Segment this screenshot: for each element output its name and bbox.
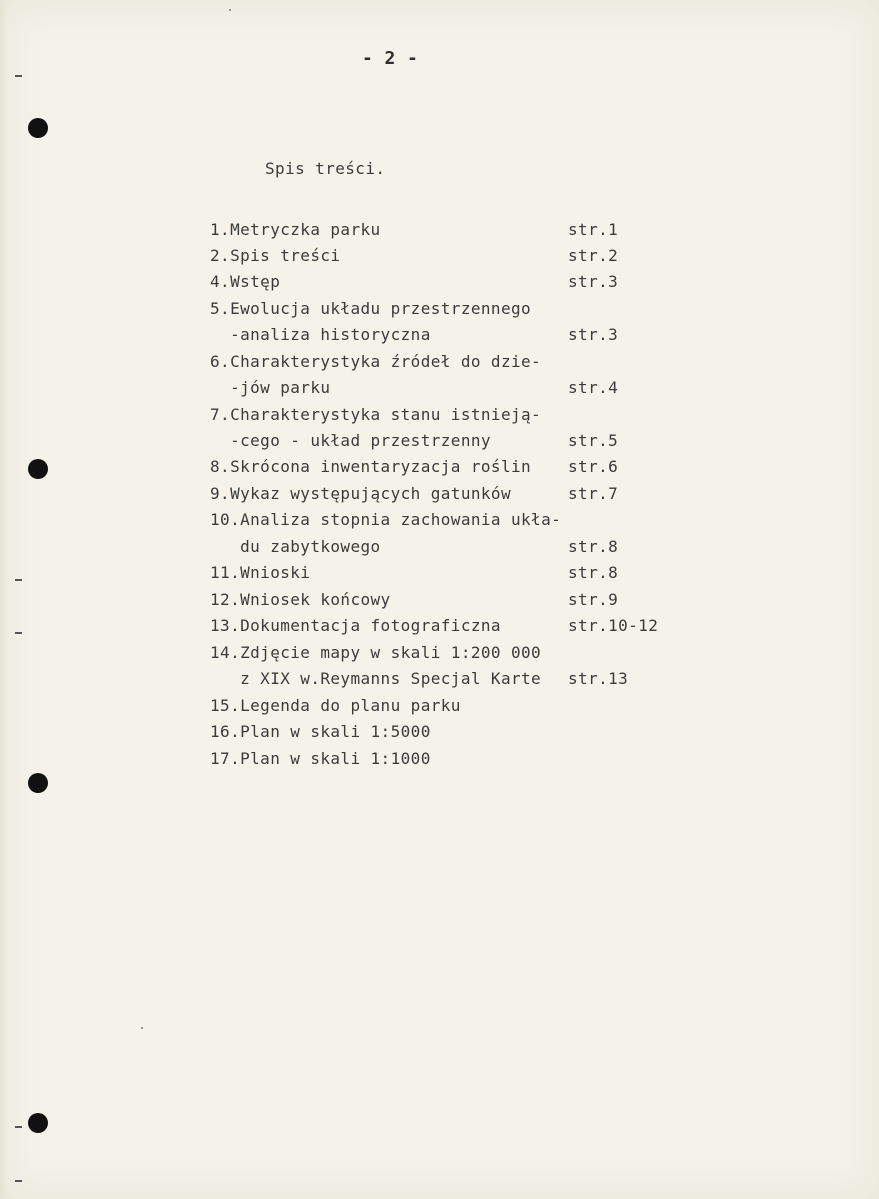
toc-entry-title: 5.Ewolucja układu przestrzennego <box>210 299 532 318</box>
toc-entry <box>210 483 619 505</box>
toc-entry-title: 17.Plan w skali 1:1000 <box>210 749 431 768</box>
toc-entry-title: 9.Wykaz występujących gatunków <box>210 484 511 503</box>
toc-entry <box>210 298 532 320</box>
toc-entry <box>210 430 619 452</box>
toc-entry-page: str.5 <box>568 431 619 450</box>
toc-entry <box>210 615 659 637</box>
toc-entry <box>210 695 461 717</box>
page-number: - 2 - <box>362 48 419 69</box>
toc-entry-title: 13.Dokumentacja fotograficzna <box>210 616 501 635</box>
toc-entry-page: str.7 <box>568 484 619 503</box>
toc-entry <box>210 562 619 584</box>
toc-entry-title: du zabytkowego <box>210 537 381 556</box>
toc-entry-title: 6.Charakterystyka źródeł do dzie- <box>210 352 542 371</box>
toc-entry-title: 16.Plan w skali 1:5000 <box>210 722 431 741</box>
toc-entry-page: str.9 <box>568 590 619 609</box>
toc-entry-title: 8.Skrócona inwentaryzacja roślin <box>210 457 532 476</box>
toc-entry <box>210 721 431 743</box>
toc-entry-title: 1.Metryczka parku <box>210 220 381 239</box>
toc-entry-title: -jów parku <box>210 378 331 397</box>
toc-entry-title: 2.Spis treści <box>210 246 341 265</box>
toc-entry-title: z XIX w.Reymanns Specjal Karte <box>210 669 542 688</box>
toc-entry-page: str.8 <box>568 537 619 556</box>
toc-entry-page: str.8 <box>568 563 619 582</box>
toc-entry-page: str.3 <box>568 272 619 291</box>
toc-entry <box>210 351 542 373</box>
toc-entry-title: 4.Wstęp <box>210 272 281 291</box>
toc-entry <box>210 509 562 531</box>
toc-entry <box>210 748 431 770</box>
toc-entry <box>210 377 619 399</box>
toc-entry <box>210 456 619 478</box>
toc-entry-title: 14.Zdjęcie mapy w skali 1:200 000 <box>210 643 542 662</box>
page-title: Spis treści. <box>265 159 386 178</box>
toc-entry <box>210 404 542 426</box>
toc-entry <box>210 668 629 690</box>
toc-entry-page: str.1 <box>568 220 619 239</box>
toc-entry <box>210 271 619 293</box>
toc-entry <box>210 324 619 346</box>
toc-entry-page: str.2 <box>568 246 619 265</box>
toc-entry <box>210 219 619 241</box>
toc-entry-title: -analiza historyczna <box>210 325 431 344</box>
toc-entry-title: 11.Wnioski <box>210 563 311 582</box>
toc-entry <box>210 536 619 558</box>
toc-entry-title: -cego - układ przestrzenny <box>210 431 491 450</box>
toc-entry <box>210 642 542 664</box>
toc-entry-title: 10.Analiza stopnia zachowania ukła- <box>210 510 562 529</box>
toc-entry <box>210 245 619 267</box>
toc-entry-title: 7.Charakterystyka stanu istnieją- <box>210 405 542 424</box>
toc-entry-page: str.4 <box>568 378 619 397</box>
toc-entry-title: 15.Legenda do planu parku <box>210 696 461 715</box>
toc-entry-page: str.3 <box>568 325 619 344</box>
toc-entry <box>210 589 619 611</box>
toc-entry-page: str.6 <box>568 457 619 476</box>
toc-entry-title: 12.Wniosek końcowy <box>210 590 391 609</box>
toc-entry-page: str.10-12 <box>568 616 659 635</box>
toc-entry-page: str.13 <box>568 669 629 688</box>
